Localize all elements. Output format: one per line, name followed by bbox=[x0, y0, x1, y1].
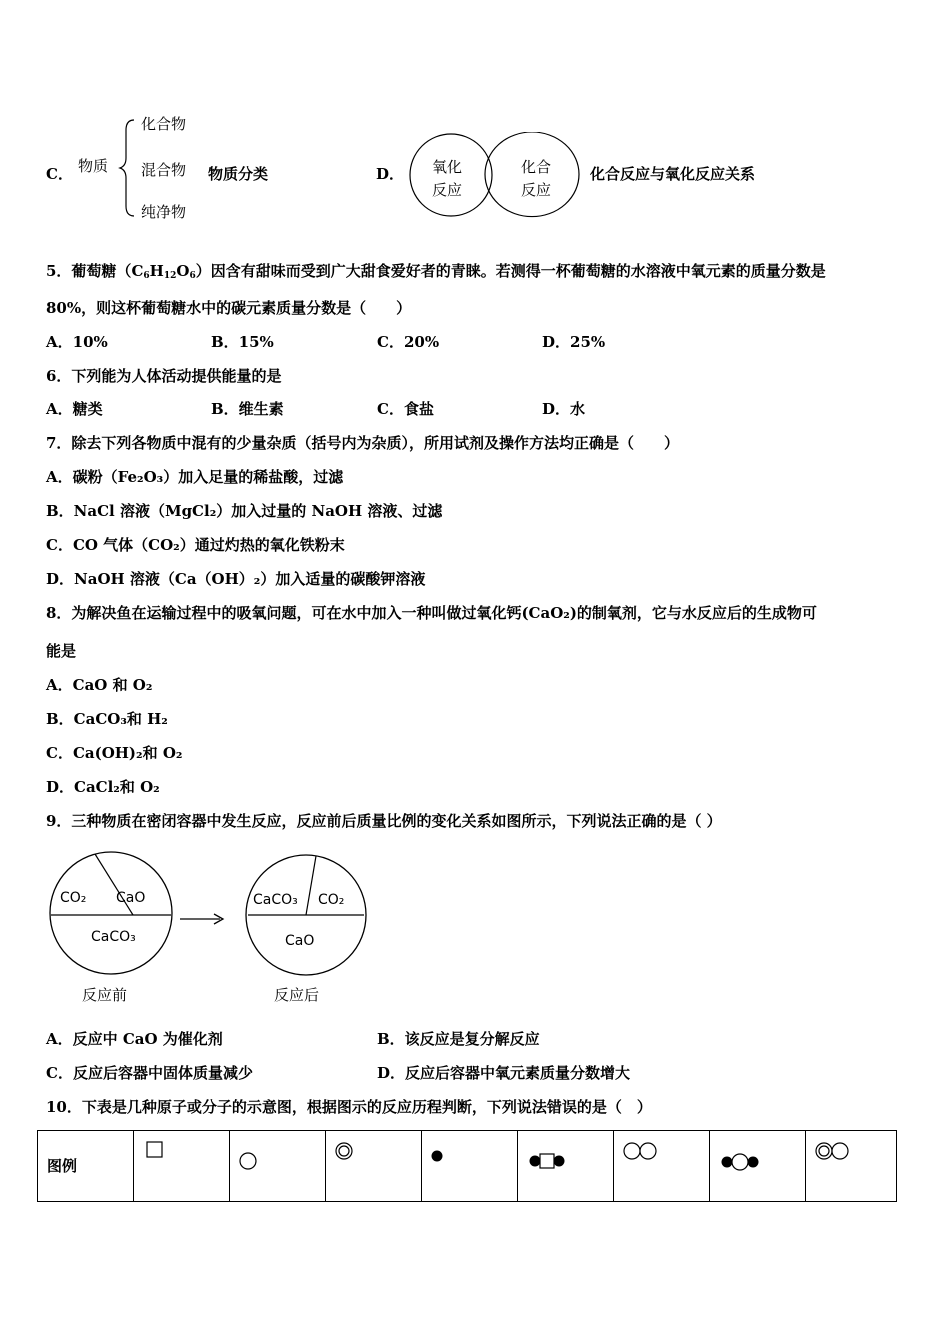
q9-after-label-cao: CaO bbox=[285, 933, 315, 949]
q9-before-label-co2: CO₂ bbox=[60, 890, 87, 906]
q10-stem: 10．下表是几种原子或分子的示意图，根据图示的反应历程判断，下列说法错误的是（ ） bbox=[46, 1098, 652, 1116]
q9-after-label-caco3: CaCO₃ bbox=[253, 892, 298, 908]
q6-option-a[interactable]: A．糖类 bbox=[46, 400, 103, 418]
q5-stem-line2: 80%，则这杯葡萄糖水中的碳元素质量分数是（ ） bbox=[46, 299, 412, 317]
q9-pie-before bbox=[48, 850, 174, 976]
q4-c-root-label: 物质 bbox=[78, 157, 109, 175]
q6-option-d[interactable]: D．水 bbox=[542, 400, 586, 418]
q8-option-d[interactable]: D．CaCl₂和 O₂ bbox=[46, 778, 160, 796]
arrow-right-icon bbox=[178, 912, 226, 926]
q4-d-caption: 化合反应与氧化反应关系 bbox=[590, 165, 756, 183]
legend-cell-8 bbox=[806, 1131, 897, 1202]
ring-circle-molecule-icon bbox=[814, 1141, 854, 1163]
legend-header-cell bbox=[38, 1131, 134, 1202]
q9-option-c[interactable]: C．反应后容器中固体质量减少 bbox=[46, 1064, 253, 1082]
venn-left-label-1: 氧化 bbox=[432, 158, 463, 176]
q5-option-b[interactable]: B．15% bbox=[211, 333, 274, 351]
legend-cell-2 bbox=[230, 1131, 326, 1202]
legend-cell-5 bbox=[518, 1131, 614, 1202]
q8-option-a[interactable]: A．CaO 和 O₂ bbox=[46, 676, 153, 694]
q5-option-a[interactable]: A．10% bbox=[46, 333, 108, 351]
q6-stem: 6．下列能为人体活动提供能量的是 bbox=[46, 367, 282, 385]
q7-option-c[interactable]: C．CO 气体（CO₂）通过灼热的氧化铁粉末 bbox=[46, 536, 345, 554]
legend-cell-3 bbox=[326, 1131, 422, 1202]
q8-option-b[interactable]: B．CaCO₃和 H₂ bbox=[46, 710, 168, 728]
q5-option-d[interactable]: D．25% bbox=[542, 333, 606, 351]
q8-stem-line1: 8．为解决鱼在运输过程中的吸氧问题，可在水中加入一种叫做过氧化钙(CaO₂)的制氧剂，它与水反应后的生成物可 bbox=[46, 604, 817, 622]
dot-square-dot-molecule-icon bbox=[528, 1151, 572, 1171]
q7-option-d[interactable]: D．NaOH 溶液（Ca（OH）₂）加入适量的碳酸钾溶液 bbox=[46, 570, 426, 588]
legend-cell-1 bbox=[134, 1131, 230, 1202]
q9-before-caption: 反应前 bbox=[82, 986, 128, 1004]
legend-cell-4 bbox=[422, 1131, 518, 1202]
q10-legend-table bbox=[37, 1130, 897, 1202]
q9-pie-after bbox=[244, 853, 368, 977]
two-circles-molecule-icon bbox=[622, 1141, 662, 1163]
white-circle-icon bbox=[238, 1151, 260, 1173]
q7-stem: 7．除去下列各物质中混有的少量杂质（括号内为杂质），所用试剂及操作方法均正确是（ ） bbox=[46, 434, 679, 452]
q4-c-item-pure: 纯净物 bbox=[141, 203, 187, 221]
q8-stem-line2: 能是 bbox=[46, 642, 77, 660]
q9-after-label-co2: CO₂ bbox=[318, 892, 345, 908]
q4-c-caption: 物质分类 bbox=[208, 165, 269, 183]
legend-header: 图例 bbox=[47, 1157, 78, 1175]
q9-before-label-caco3: CaCO₃ bbox=[91, 929, 136, 945]
q6-option-b[interactable]: B．维生素 bbox=[211, 400, 284, 418]
q9-option-d[interactable]: D．反应后容器中氧元素质量分数增大 bbox=[377, 1064, 631, 1082]
venn-right-label-2: 反应 bbox=[521, 181, 552, 199]
q6-option-c[interactable]: C．食盐 bbox=[377, 400, 434, 418]
q8-option-c[interactable]: C．Ca(OH)₂和 O₂ bbox=[46, 744, 183, 762]
venn-right-label-1: 化合 bbox=[521, 158, 552, 176]
black-dot-icon bbox=[430, 1149, 446, 1165]
q5-stem-line1: 5．葡萄糖$(C_6H_{12}O_6)$因含有甜味而受到广大甜食爱好者的青睐。若测得一杯葡萄糖的水溶液中氧元素的质量分数是 bbox=[46, 262, 826, 281]
dot-circle-dot-molecule-icon bbox=[720, 1151, 764, 1173]
q9-stem: 9．三种物质在密闭容器中发生反应，反应前后质量比例的变化关系如图所示，下列说法正确的是（ ） bbox=[46, 812, 722, 830]
q4-c-item-compound: 化合物 bbox=[141, 115, 187, 133]
q9-option-b[interactable]: B．该反应是复分解反应 bbox=[377, 1030, 540, 1048]
q7-option-a[interactable]: A．碳粉（Fe₂O₃）加入足量的稀盐酸，过滤 bbox=[46, 468, 344, 486]
q5-option-c[interactable]: C．20% bbox=[377, 333, 440, 351]
venn-left-label-2: 反应 bbox=[432, 181, 463, 199]
q9-option-a[interactable]: A．反应中 CaO 为催化剂 bbox=[46, 1030, 223, 1048]
q4-option-c-letter: C． bbox=[46, 165, 73, 183]
white-square-icon bbox=[146, 1141, 166, 1161]
q4-c-item-mixture: 混合物 bbox=[141, 161, 187, 179]
double-ring-icon bbox=[334, 1141, 356, 1163]
q9-after-caption: 反应后 bbox=[274, 986, 320, 1004]
q4-option-d-letter: D． bbox=[376, 165, 405, 183]
legend-cell-7 bbox=[710, 1131, 806, 1202]
legend-cell-6 bbox=[614, 1131, 710, 1202]
q7-option-b[interactable]: B．NaCl 溶液（MgCl₂）加入过量的 NaOH 溶液、过滤 bbox=[46, 502, 443, 520]
brace-icon bbox=[118, 118, 138, 218]
q9-before-label-cao: CaO bbox=[116, 890, 146, 906]
